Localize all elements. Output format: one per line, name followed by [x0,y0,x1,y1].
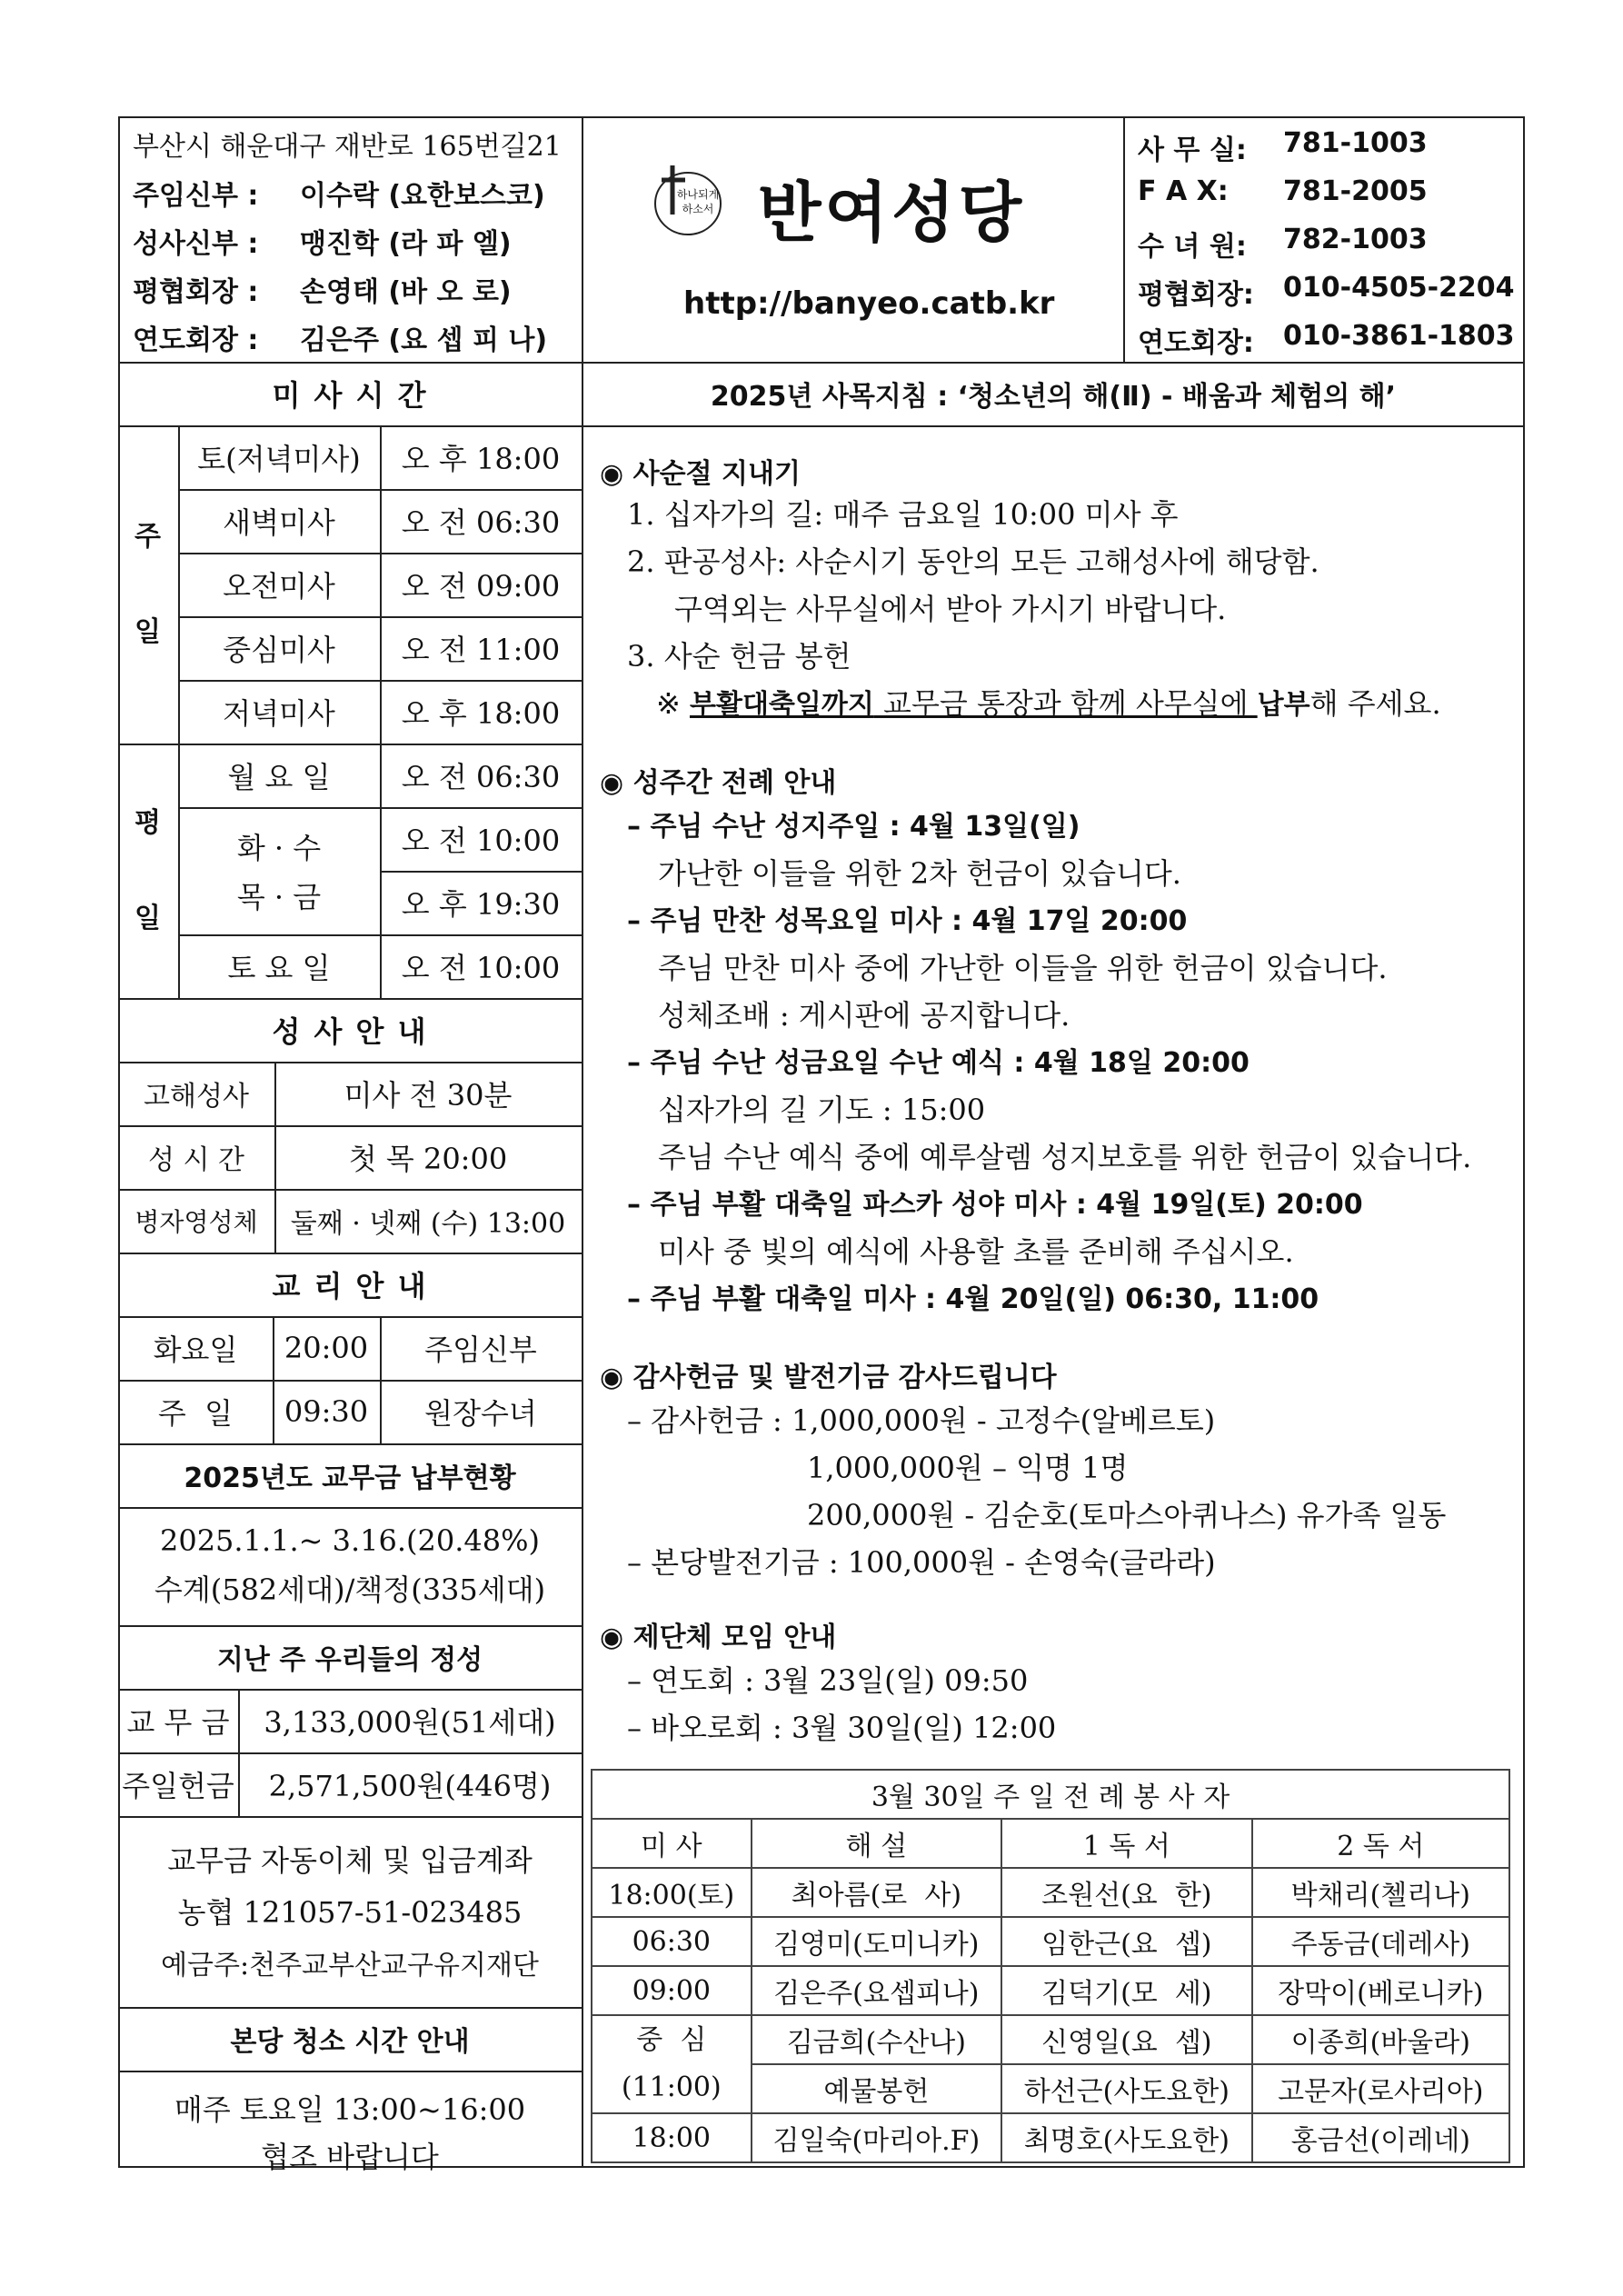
mass-time-cell: 18:00 [592,2113,752,2162]
commentator-cell: 김일숙(마리아.F) [752,2113,1001,2162]
thanks-line: 1,000,000원 – 익명 1명 [807,1451,1129,1485]
lent-item: 2. 판공성사: 사순시기 동안의 모든 고해성사에 해당함. [627,544,1319,579]
lent-item: 1. 십자가의 길: 매주 금요일 10:00 미사 후 [627,497,1179,532]
reader2-cell: 박채리(첼리나) [1252,1868,1509,1917]
commentator-cell: 김은주(요셉피나) [752,1966,1001,2015]
contact-label-2: F A X: [1138,175,1229,207]
mass-time: 오 후 18:00 [401,442,561,476]
holyweek-event: – 주님 부활 대축일 파스카 성야 미사 : 4월 19일(토) 20:00 [627,1189,1363,1221]
lent-item: 3. 사순 헌금 봉헌 [627,639,851,674]
mass-name: 중심미사 [223,633,335,667]
rule [118,2071,582,2072]
mass-name: 화 · 수 [236,831,322,865]
dues-period: 2025.1.1.~ 3.16.(20.48%) [159,1523,541,1558]
thanks-line: 200,000원 - 김순호(토마스아퀴나스) 유가족 일동 [807,1498,1447,1532]
staff-role-2: 성사신부 : [133,228,259,260]
dues-title: 2025년도 교무금 납부현황 [184,1462,516,1494]
reader1-cell: 신영일(요 셉) [1001,2015,1251,2064]
mass-time: 오 전 10:00 [401,824,561,858]
catechism-teacher: 주임신부 [424,1333,537,1367]
group-meeting: – 연도회 : 3월 23일(일) 09:50 [627,1663,1029,1698]
holyweek-detail: 주님 만찬 미사 중에 가난한 이들을 위한 헌금이 있습니다. [658,951,1388,985]
mass-name: 새벽미사 [223,505,335,540]
contact-number-2: 781-2005 [1283,175,1428,207]
staff-role-3: 평협회장 : [133,276,259,308]
thanks-title: ◉ 감사헌금 및 발전기금 감사드립니다 [600,1362,1057,1393]
catechism-time: 09:30 [284,1394,369,1429]
header-reader-1: 1 독 서 [1001,1819,1251,1868]
sacrament-value: 미사 전 30분 [344,1078,513,1113]
offering-name: 주일헌금 [122,1769,234,1803]
pastoral-guideline-title: 2025년 사목지침 : ‘청소년의 해(Ⅱ) - 배움과 체험의 해’ [710,381,1397,413]
thanks-line: – 본당발전기금 : 100,000원 - 손영숙(글라라) [627,1545,1216,1580]
lent-item: 구역외는 사무실에서 받아 가시기 바랍니다. [674,592,1227,626]
table-row [592,1917,1509,1966]
catechism-teacher: 원장수녀 [424,1396,537,1431]
reader1-cell: 임한근(요 셉) [1001,1917,1251,1966]
account-holder: 예금주:천주교부산교구유지재단 [161,1950,539,1982]
holyweek-event: – 주님 수난 성지주일 : 4월 13일(일) [627,811,1080,843]
offerings-title: 지난 주 우리들의 정성 [216,1644,483,1676]
commentator-cell: 최아름(로 사) [752,1868,1001,1917]
weekday-label-2: 일 [134,903,161,934]
contact-number-5: 010-3861-1803 [1283,320,1515,352]
header-divider-right [1123,116,1125,362]
staff-name-4: 김은주 (요 셉 피 나) [300,324,548,356]
offering-value: 3,133,000원(51세대) [264,1705,556,1740]
mass-time: 오 전 09:00 [401,569,561,604]
reader2-cell: 이종희(바울라) [1252,2015,1509,2064]
mass-name: 오전미사 [223,569,335,604]
cleaning-request: 협조 바랍니다 [261,2140,439,2174]
header-mass: 미 사 [592,1819,752,1868]
reader2-cell: 홍금선(이레네) [1252,2113,1509,2162]
commentator-cell: 예물봉헌 [752,2064,1001,2113]
lent-title: ◉ 사순절 지내기 [600,458,801,490]
holyweek-detail: 십자가의 길 기도 : 15:00 [658,1093,986,1127]
rule [118,1507,582,1509]
contact-number-3: 782-1003 [1283,224,1428,255]
contact-label-4: 평협회장: [1138,279,1254,311]
main-mass-time: (11:00) [621,2071,722,2103]
dues-households: 수계(582세대)/책정(335세대) [154,1572,546,1607]
reader1-cell: 조원선(요 한) [1001,1868,1251,1917]
mass-name: 월 요 일 [227,760,331,794]
contact-label-3: 수 녀 원: [1138,231,1247,263]
offering-name: 교 무 금 [126,1705,230,1740]
mass-time-cell: 09:00 [592,1966,752,2015]
mass-time-cell: 18:00(토) [592,1868,752,1917]
sacrament-name: 고해성사 [144,1081,249,1113]
staff-name-2: 맹진학 (라 파 엘) [300,228,512,260]
church-url[interactable]: http://banyeo.catb.kr [683,285,1055,322]
table-row [592,1868,1509,1917]
sacrament-name: 병자영성체 [134,1207,258,1237]
reader2-cell: 고문자(로사리아) [1252,2064,1509,2113]
note-text: 교무금 통장과 함께 사무실에 [873,686,1258,721]
mass-name: 목 · 금 [236,880,322,914]
reader1-cell: 하선근(사도요한) [1001,2064,1251,2113]
catechism-title: 교 리 안 내 [272,1269,428,1303]
holyweek-event: – 주님 만찬 성목요일 미사 : 4월 17일 20:00 [627,905,1188,937]
staff-name-3: 손영태 (바 오 로) [300,276,512,308]
contact-label-1: 사 무 실: [1138,135,1247,166]
mass-times-title: 미 사 시 간 [272,378,428,413]
group-meeting: – 바오로회 : 3월 30일(일) 12:00 [627,1711,1057,1745]
rule [118,1816,582,1818]
commentator-cell: 김영미(도미니카) [752,1917,1001,1966]
holyweek-event: – 주님 부활 대축일 미사 : 4월 20일(일) 06:30, 11:00 [627,1283,1319,1315]
sacrament-title: 성 사 안 내 [272,1014,428,1049]
catechism-time: 20:00 [284,1331,369,1365]
reader1-cell: 김덕기(모 세) [1001,1966,1251,2015]
holyweek-detail: 가난한 이들을 위한 2차 헌금이 있습니다. [658,856,1181,891]
note-end: 해 주세요. [1309,686,1441,721]
contact-label-5: 연도회장: [1138,327,1254,359]
account-line-1: 교무금 자동이체 및 입금계좌 [167,1843,533,1878]
holyweek-title: ◉ 성주간 전례 안내 [600,767,837,799]
offering-value: 2,571,500원(446명) [268,1769,552,1803]
mass-time: 오 전 06:30 [401,505,561,540]
staff-name-1: 이수락 (요한보스코) [300,180,545,212]
sacrament-value: 첫 목 20:00 [348,1142,508,1176]
header-commentator: 해 설 [752,1819,1001,1868]
groups-title: ◉ 제단체 모임 안내 [600,1622,837,1653]
mass-time: 오 전 06:30 [401,760,561,794]
weekday-label-1: 평 [134,807,161,839]
table-row [592,2015,1509,2064]
mass-name: 저녁미사 [223,696,335,731]
holyweek-event: – 주님 수난 성금요일 수난 예식 : 4월 18일 20:00 [627,1047,1250,1079]
holyweek-detail: 성체조배 : 게시판에 공지합니다. [658,998,1070,1033]
account-number: 농협 121057-51-023485 [177,1895,523,1930]
mass-name: 토 요 일 [227,951,331,985]
thanks-line: – 감사헌금 : 1,000,000원 - 고정수(알베르토) [627,1403,1216,1438]
sunday-label-2: 일 [134,616,161,648]
sacrament-name: 성 시 간 [147,1144,244,1176]
main-mass-cell [592,2015,752,2113]
church-address: 부산시 해운대구 재반로 165번길21 [133,131,562,163]
holyweek-detail: 주님 수난 예식 중에 예루살렘 성지보호를 위한 헌금이 있습니다. [658,1140,1472,1174]
table-row [592,2113,1509,2162]
parish-logo [652,160,723,238]
header-reader-2: 2 독 서 [1252,1819,1509,1868]
table-header-row [592,1819,1509,1868]
mass-time: 오 후 19:30 [401,887,561,922]
cleaning-time: 매주 토요일 13:00~16:00 [174,2092,526,2127]
note-submit: 납부 [1257,689,1310,721]
reader1-cell: 최명호(사도요한) [1001,2113,1251,2162]
mass-time: 오 후 18:00 [401,696,561,731]
servers-table [591,1769,1510,2163]
staff-role-4: 연도회장 : [133,324,259,356]
reader2-cell: 주동금(데레사) [1252,1917,1509,1966]
contact-number-4: 010-4505-2204 [1283,272,1515,304]
catechism-day: 화요일 [153,1333,238,1367]
commentator-cell: 김금희(수산나) [752,2015,1001,2064]
lent-note [656,680,1441,729]
note-mark: ※ [656,686,690,721]
mass-time: 오 전 11:00 [401,633,561,667]
sacrament-value: 둘째 · 넷째 (수) 13:00 [290,1208,566,1240]
holyweek-detail: 미사 중 빛의 예식에 사용할 초를 준비해 주십시오. [658,1234,1294,1269]
staff-role-1: 주임신부 : [133,180,259,212]
cleaning-title: 본당 청소 시간 안내 [230,2026,470,2058]
note-deadline: 부활대축일까지 [689,689,874,721]
church-name: 반여성당 [758,175,1026,251]
servers-table-title: 3월 30일 주 일 전 례 봉 사 자 [592,1770,1509,1819]
sunday-label-1: 주 [134,521,161,553]
table-row [592,1966,1509,2015]
reader2-cell: 장막이(베로니카) [1252,1966,1509,2015]
main-mass-label: 중 심 [636,2024,707,2056]
mass-time: 오 전 10:00 [401,951,561,985]
mass-time-cell: 06:30 [592,1917,752,1966]
contact-number-1: 781-1003 [1283,127,1428,159]
catechism-day: 주 일 [157,1396,234,1431]
logo-motto: 하나되게 하소서 [676,188,720,215]
mass-name: 토(저녁미사) [197,442,361,476]
